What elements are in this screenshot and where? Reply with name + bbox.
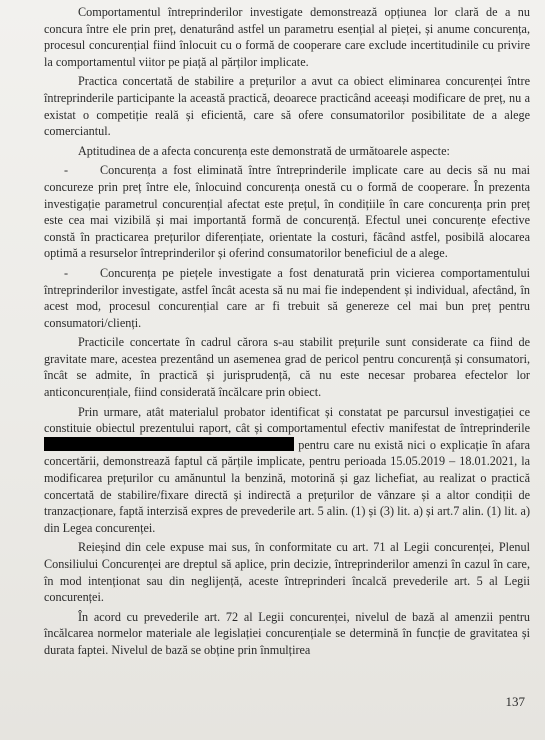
paragraph-7: În acord cu prevederile art. 72 al Legii concurenței, nivelul de bază al amenzii pentru încălcarea normelor materiale ale legislației concurențiale se determină în funcție de gravitatea și durata faptei. Nivelul de bază se obține prin înmulțirea (44, 609, 530, 657)
redaction-block (44, 437, 294, 451)
paragraph-1: Comportamentul întreprinderilor investigate demonstrează opțiunea lor clară de a nu concura între ele prin preț, denaturând astfel un parametru esențial al pieței, și anume concurența, procesul concurențial fiind înlocuit cu o formă de cooperare care exclude incertitudinile cu privire la comportamentul viitor pe piață al părților implicate. (44, 5, 530, 69)
bullet-dash: - (64, 163, 69, 178)
document-body (44, 4, 530, 662)
bullet-item-1-text: Concurența a fost eliminată între întreprinderile implicate care au decis să nu mai concureze prin preț între ele, înlocuind concurența onestă cu o formă de cooperare. În prezenta investigație parametrul concurențial afectat este prețul, în condițiile în care concurența prin preț este cea mai vizibilă și mai importantă formă de concurență. Efectul unei concurențe efective constă în practicarea prețurilor diferențiate, orientate la costuri, făcând astfel, posibilă alocarea optimă a resurselor întreprinderilor și oferind consumatorilor beneficiul de a alege. (44, 163, 530, 261)
paragraph-5-part-1: Prin urmare, atât materialul probator identificat și constatat pe parcursul investigației ce constituie obiectul prezentului raport, cât și comportamentul efectiv manifestat de întreprinderile (44, 404, 530, 436)
paragraph-5 (44, 404, 530, 537)
bullet-item-1 (44, 162, 530, 262)
paragraph-5-part-2: pentru care nu există nici o explicație în afara concertării, demonstrează faptul că părțile implicate, pentru perioada 15.05.2019 – 18.01.2021, la modificarea prețurilor cu amănuntul la benzină, motorină și gaz lichefiat, au realizat o practică concertată de stabilire/fixare directă și indirectă a prețurilor de vânzare și a altor condiții de tranzacționare, faptă interzisă expres de prevederile art. 5 alin. (1) și (3) lit. a) și art.7 alin. (1) lit. a) din Legea concurenței. (44, 437, 530, 535)
page-number: 137 (505, 694, 525, 709)
paragraph-6: Reieșind din cele expuse mai sus, în conformitate cu art. 71 al Legii concurenței, Plenul Consiliului Concurenței are dreptul să aplice, prin decizie, întreprinderilor amenzi în cazul în care, în mod intenționat sau din neglijență, aceste întreprinderi încalcă prevederile art. 5 al Legii concurenței. (44, 540, 530, 605)
paragraph-2: Practica concertată de stabilire a prețurilor a avut ca obiect eliminarea concurenței între întreprinderile participante la această practică, deoarece practicând aceeași modificare de preț, nu a existat o competiție reală și eficientă, care să ofere consumatorilor posibilitate de a alege comerciantul. (44, 74, 530, 139)
paragraph-3: Aptitudinea de a afecta concurența este demonstrată de următoarele aspecte: (78, 143, 450, 158)
bullet-item-2 (44, 265, 530, 331)
bullet-dash: - (64, 265, 69, 280)
bullet-item-2-text: Concurența pe piețele investigate a fost denaturată prin vicierea comportamentului întreprinderilor investigate, astfel încât acesta să nu mai fie independent și individual, afectând, în acest mod, procesul concurențial care ar fi trebuit să genereze cel mai bun preț pentru consumatori/clienți. (44, 265, 530, 330)
paragraph-4: Practicile concertate în cadrul cărora s-au stabilit prețurile sunt considerate ca fiind de gravitate mare, acestea prezentând un asemenea grad de pericol pentru concurență și consumatori, încât se admite, în practică și jurisprudență, că nu este necesar probarea efectelor lor anticoncurențiale, fiind considerată încălcare prin obiect. (44, 335, 530, 400)
